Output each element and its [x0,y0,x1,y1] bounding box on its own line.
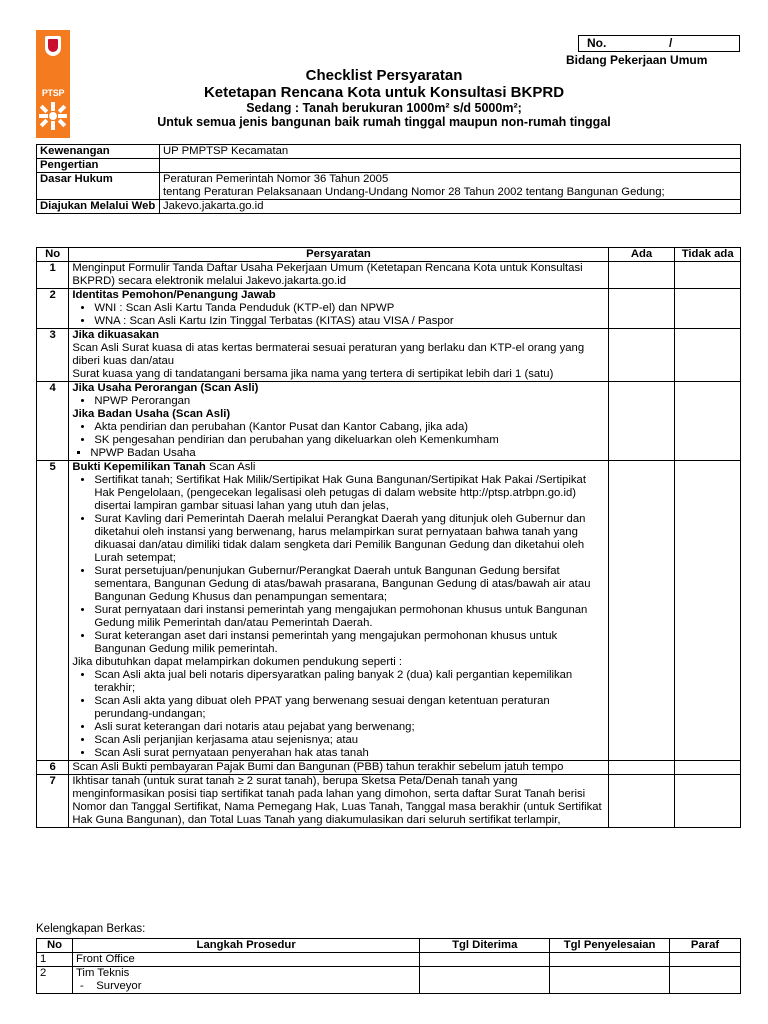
document-number-box [578,35,740,52]
requirement-row-3 [37,329,741,382]
requirement-title-suffix: Scan Asli [205,461,256,473]
title-line-1: Checklist Persyaratan [305,67,463,84]
requirement-text: Ikhtisar tanah (untuk surat tanah ≥ 2 surat tanah), berupa Sketsa Peta/Denah tanah yang menginformasikan posisi tiap sertifikat tanah pada lahan yang dimohon, serta daftar Surat Tanah berisi Nomor dan Tanggal Sertifikat, Nama Pemegang Hak, Luas Tanah, Tanggal masa berakhir (untuk Sertifikat Hak Guna Bangunan), dan Total Luas Tanah yang diakumulasikan dari seluruh sertifikat terlampir, [69,775,608,828]
procedure-no: 1 [37,953,73,967]
requirement-text: Menginput Formulir Tanda Daftar Usaha Pekerjaan Umum (Ketetapan Rencana Kota untuk Konsultasi BKPRD) secara elektronik melalui Jakevo.jakarta.go.id [69,262,608,289]
list-item: • Surat persetujuan/penunjukan Gubernur/Perangkat Daerah untuk Bangunan Gedung bersifat sementara, Bangunan Gedung di atas/bawah prasarana, Bangunan Gedung di atas/bawah air atau Bangunan Gedung Khusus dan penampungan sementara; [94,565,604,604]
tidak-ada-checkbox-cell[interactable] [675,329,741,382]
requirement-title: Identitas Pemohon/Penangung Jawab [72,289,276,301]
list-item: • Sertifikat tanah; Sertifikat Hak Milik/Sertipikat Hak Guna Bangunan/Sertipikat Hak Pakai /Sertipikat Hak Pengelolaan, (pengecekan legalisasi oleh petugas di dalam website http://ptsp.atrbpn.go.id) disertai lampiran gambar situasi lahan yang utuh dan jelas, [94,474,604,513]
requirement-row-1 [37,262,741,289]
ada-checkbox-cell[interactable] [608,761,675,775]
paraf-cell[interactable] [670,967,741,994]
requirement-title: Jika Usaha Perorangan (Scan Asli) [72,382,259,394]
procedure-step: Front Office [72,953,419,967]
pengertian-value [160,159,741,173]
tidak-ada-checkbox-cell[interactable] [675,262,741,289]
paraf-cell[interactable] [670,953,741,967]
pengertian-label: Pengertian [37,159,160,173]
procedure-substep: - Surveyor [79,980,142,992]
requirement-paragraph: Surat kuasa yang di tandatangani bersama jika nama yang tertera di sertipikat lebih dari 1 (satu) [72,368,554,380]
list-item: ▪ NPWP Badan Usaha [90,447,604,460]
department-label: Bidang Pekerjaan Umum [566,53,708,67]
procedure-row [37,953,741,967]
row-number: 7 [37,775,69,828]
list-item: • NPWP Perorangan [94,395,604,408]
tidak-ada-checkbox-cell[interactable] [675,761,741,775]
procedure-no: 2 [37,967,73,994]
tgl-penyelesaian-cell[interactable] [550,953,670,967]
requirement-title: Jika Badan Usaha (Scan Asli) [72,408,231,420]
list-item: • Surat keterangan aset dari instansi pemerintah yang mengajukan permohonan khusus untuk Bangunan Gedung milik pemerintah. [94,630,604,656]
info-row-dasar-hukum [37,173,741,200]
logo-text: PTSP [41,88,65,98]
title-line-4: Untuk semua jenis bangunan baik rumah tinggal maupun non-rumah tinggal [157,115,611,129]
list-item: • WNI : Scan Asli Kartu Tanda Penduduk (KTP-el) dan NPWP [94,302,604,315]
tgl-diterima-cell[interactable] [420,967,550,994]
requirement-text: Scan Asli Bukti pembayaran Pajak Bumi dan Bangunan (PBB) tahun terakhir sebelum jatuh tempo [69,761,608,775]
diajukan-label: Diajukan Melalui Web [37,200,160,214]
row-number: 1 [37,262,69,289]
tidak-ada-checkbox-cell[interactable] [675,289,741,329]
row-number: 4 [37,382,69,461]
requirement-row-2 [37,289,741,329]
requirement-text [69,329,608,382]
procedure-header [37,939,741,953]
row-number: 5 [37,461,69,761]
row-number: 3 [37,329,69,382]
info-table [36,144,741,214]
info-row-kewenangan [37,145,741,159]
no-label: No. [587,36,607,50]
ada-checkbox-cell[interactable] [608,329,675,382]
kelengkapan-label: Kelengkapan Berkas: [36,923,146,935]
requirement-title: Jika dikuasakan [72,329,159,341]
row-number: 2 [37,289,69,329]
requirements-table [36,247,741,828]
tidak-ada-checkbox-cell[interactable] [675,461,741,761]
header-tidak-ada: Tidak ada [675,248,741,262]
requirement-title: Bukti Kepemilikan Tanah [72,461,206,473]
header-paraf: Paraf [670,939,741,953]
ada-checkbox-cell[interactable] [608,382,675,461]
list-item: • Surat pernyataan dari instansi pemerintah yang mengajukan permohonan khusus untuk Bangunan Gedung milik Pemerintah dan/atau Pemerintah Daerah. [94,604,604,630]
requirement-row-5 [37,461,741,761]
kewenangan-label: Kewenangan [37,145,160,159]
tidak-ada-checkbox-cell[interactable] [675,382,741,461]
header-tgl-diterima: Tgl Diterima [420,939,550,953]
requirements-header [37,248,741,262]
info-row-diajukan [37,200,741,214]
requirement-text [69,382,608,461]
ada-checkbox-cell[interactable] [608,775,675,828]
title-line-3: Sedang : Tanah berukuran 1000m² s/d 5000m²; [246,101,522,115]
list-item: • Akta pendirian dan perubahan (Kantor Pusat dan Kantor Cabang, jika ada) [94,421,604,434]
title-line-2: Ketetapan Rencana Kota untuk Konsultasi BKPRD [203,84,565,101]
dasar-hukum-line-1: Peraturan Pemerintah Nomor 36 Tahun 2005 [163,173,389,185]
list-item: • Asli surat keterangan dari notaris atau pejabat yang berwenang; [94,721,604,734]
procedure-step [72,967,419,994]
dasar-hukum-label: Dasar Hukum [37,173,160,200]
dasar-hukum-line-2: tentang Peraturan Pelaksanaan Undang-Undang Nomor 28 Tahun 2002 tentang Bangunan Gedung; [163,186,665,198]
info-row-pengertian [37,159,741,173]
list-item: • Scan Asli akta jual beli notaris dipersyaratkan paling banyak 2 (dua) kali pergantian kepemilikan terakhir; [94,669,604,695]
list-item: • Surat Kavling dari Pemerintah Daerah melalui Perangkat Daerah yang ditunjuk oleh Gubernur dan diketahui oleh instansi yang berwenang, harus melampirkan surat pernyataan bahwa tanah yang dikuasai dan/atau dimiliki tidak dalam sengketa dari Pemilik Bangunan Gedung dan diketahui oleh Lurah setempat; [94,513,604,565]
row-number: 6 [37,761,69,775]
header-tgl-penyelesaian: Tgl Penyelesaian [550,939,670,953]
procedure-table [36,938,741,994]
no-separator: / [669,36,673,50]
requirement-text [69,289,608,329]
procedure-row [37,967,741,994]
tgl-penyelesaian-cell[interactable] [550,967,670,994]
requirement-row-6 [37,761,741,775]
list-item: • Scan Asli perjanjian kerjasama atau sejenisnya; atau [94,734,604,747]
requirement-paragraph: Jika dibutuhkan dapat melampirkan dokumen pendukung seperti : [72,656,403,668]
ada-checkbox-cell[interactable] [608,289,675,329]
list-item: • SK pengesahan pendirian dan perubahan yang dikeluarkan oleh Kemenkumham [94,434,604,447]
list-item: • Scan Asli surat pernyataan penyerahan hak atas tanah [94,747,604,760]
dasar-hukum-value [160,173,741,200]
requirement-row-7 [37,775,741,828]
header-persyaratan: Persyaratan [69,248,608,262]
jakarta-seal-icon [45,36,61,56]
requirement-text [69,461,608,761]
list-item: • Scan Asli akta yang dibuat oleh PPAT yang berwenang sesuai dengan ketentuan peraturan perundang-undangan; [94,695,604,721]
header-no: No [37,248,69,262]
header-no: No [37,939,73,953]
tgl-diterima-cell[interactable] [420,953,550,967]
procedure-step-title: Tim Teknis [75,967,130,979]
tidak-ada-checkbox-cell[interactable] [675,775,741,828]
header-langkah-prosedur: Langkah Prosedur [72,939,419,953]
requirement-paragraph: Scan Asli Surat kuasa di atas kertas bermaterai sesuai peraturan yang berlaku dan KTP-el orang yang diberi kuas dan/atau [72,342,585,367]
kewenangan-value: UP PMPTSP Kecamatan [160,145,741,159]
list-item: • WNA : Scan Asli Kartu Izin Tinggal Terbatas (KITAS) atau VISA / Paspor [94,315,604,328]
diajukan-value: Jakevo.jakarta.go.id [160,200,741,214]
ada-checkbox-cell[interactable] [608,461,675,761]
header-ada: Ada [608,248,675,262]
ada-checkbox-cell[interactable] [608,262,675,289]
requirement-row-4 [37,382,741,461]
